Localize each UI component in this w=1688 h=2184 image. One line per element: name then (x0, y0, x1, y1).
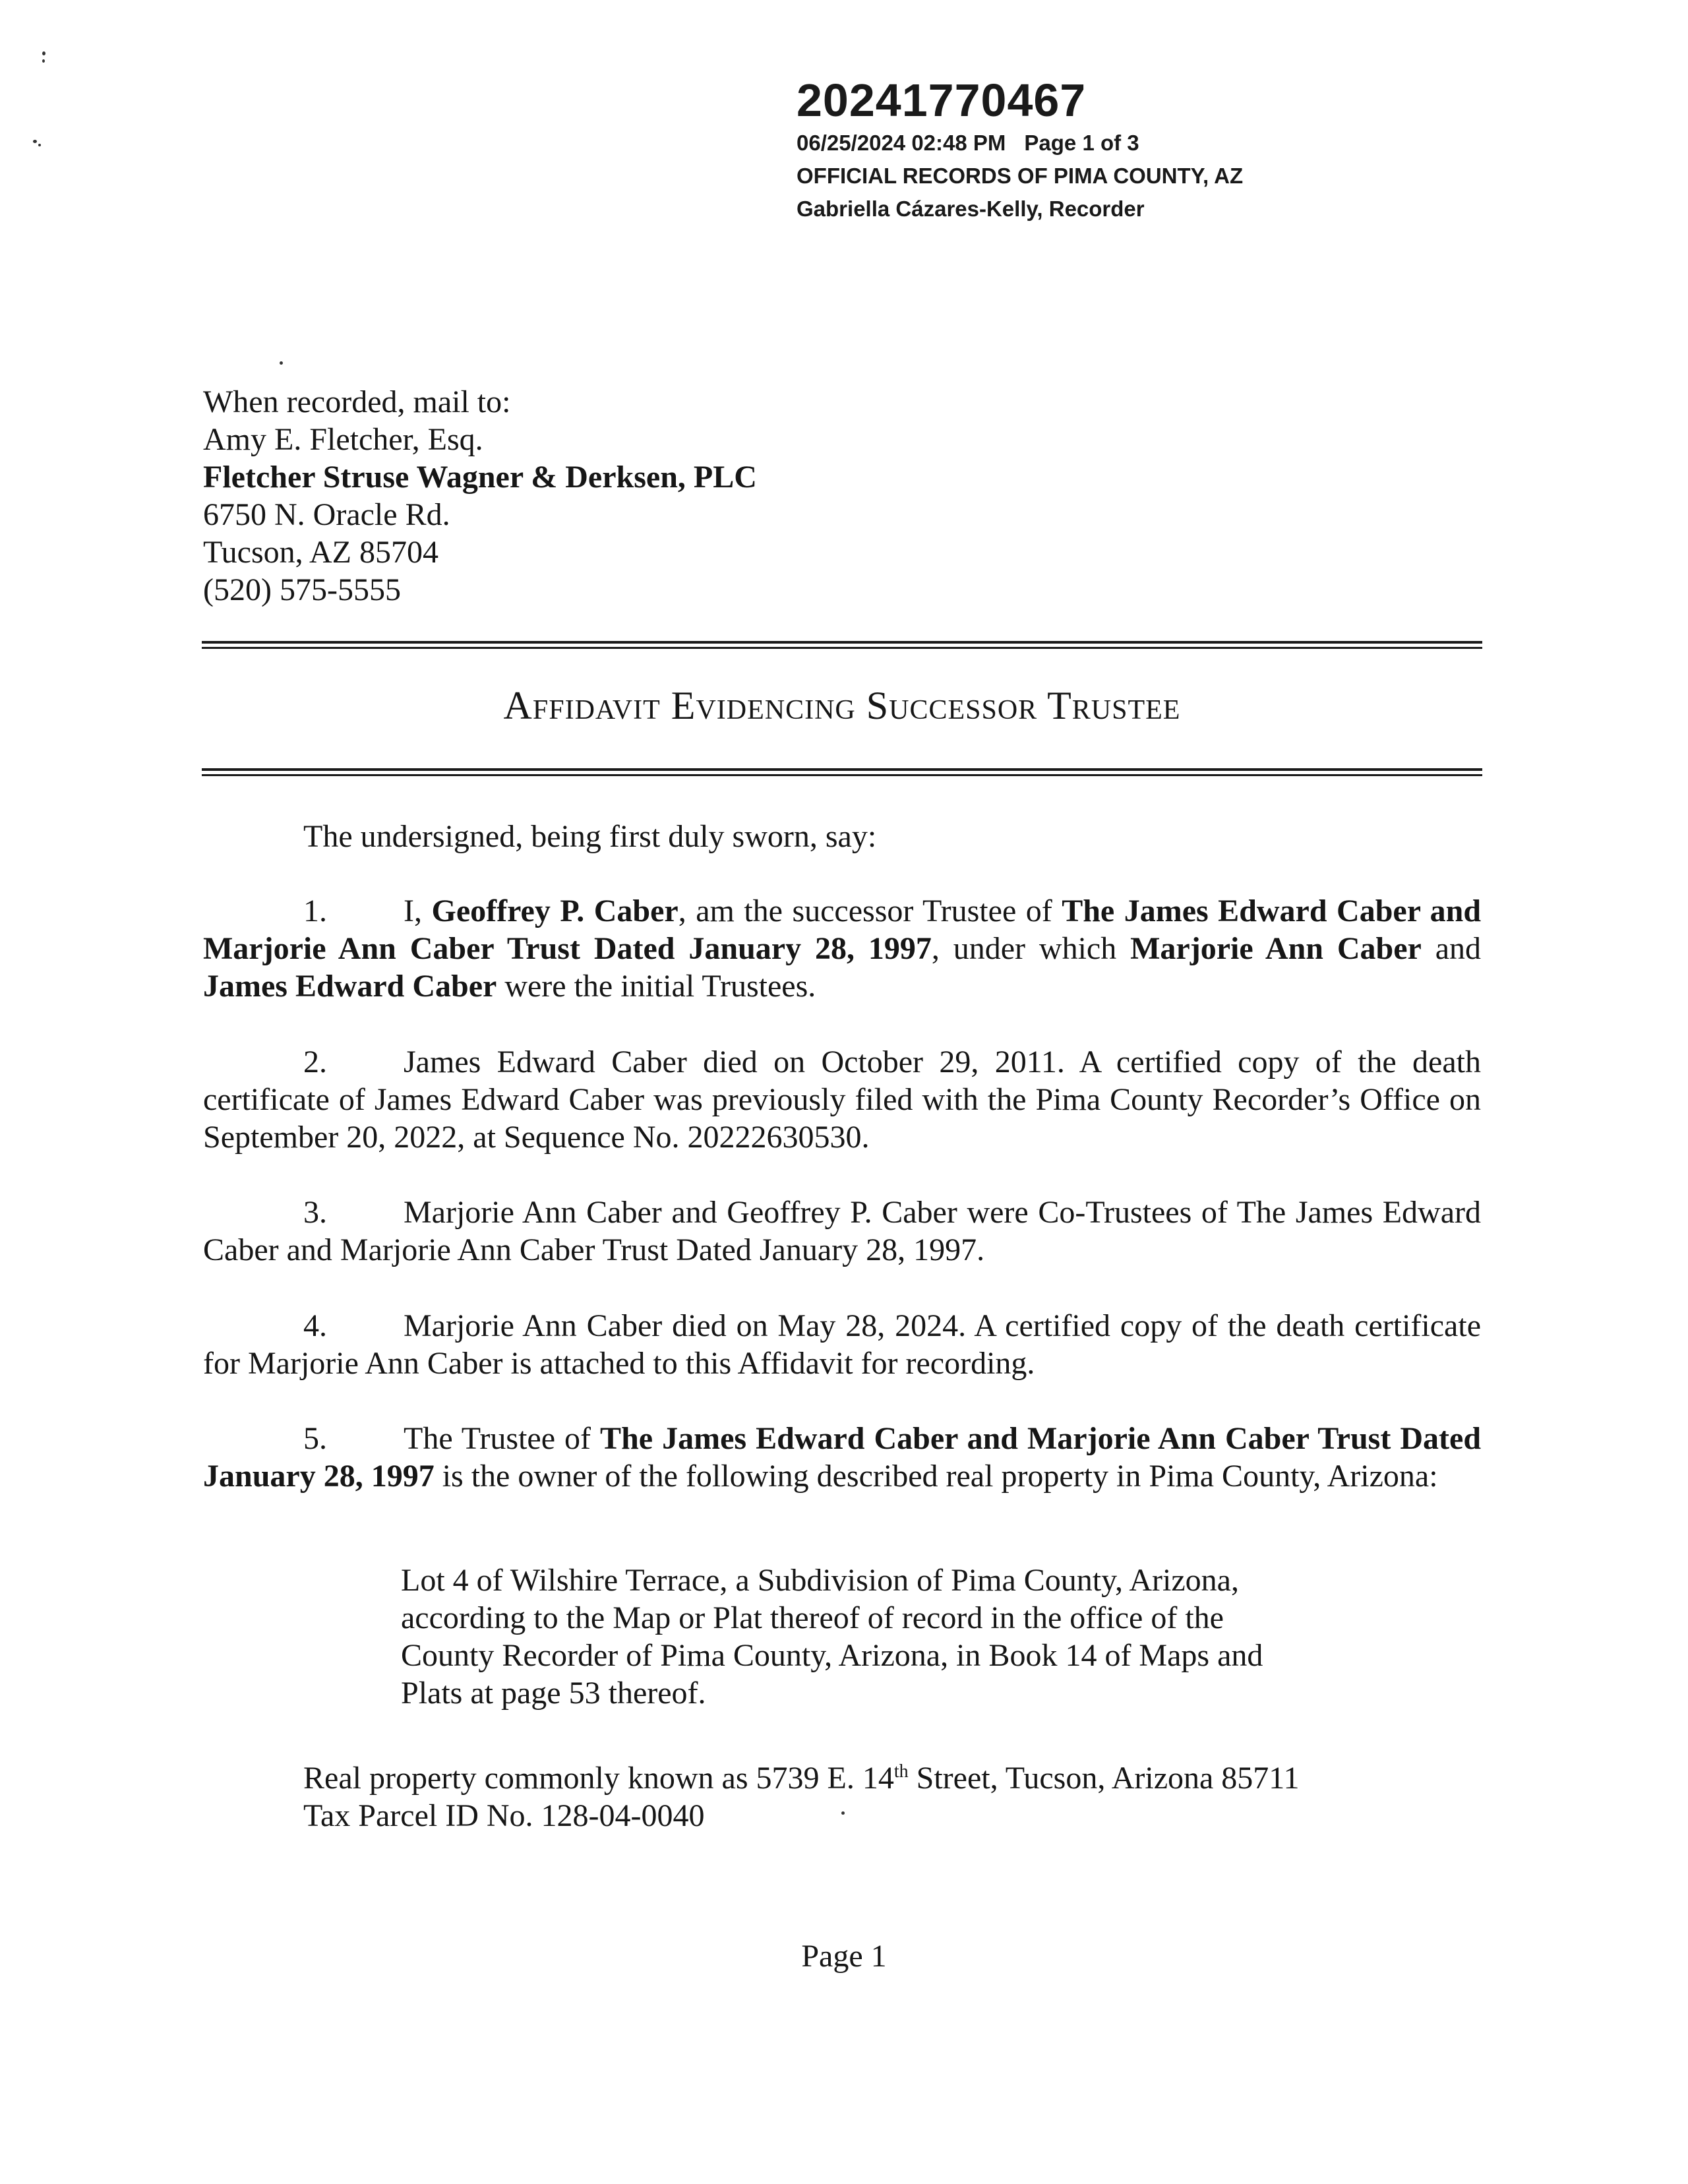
trust-name: The James Edward Caber and Marjorie Ann Caber Trust Dated January 28, 1997 (203, 894, 1482, 966)
mail-to-street: 6750 N. Oracle Rd. (203, 497, 450, 532)
legal-description-line: Plats at page 53 thereof. (401, 1676, 706, 1711)
title-rule-bottom (202, 768, 1482, 777)
tax-parcel-id: Tax Parcel ID No. 128-04-0040 (303, 1798, 705, 1833)
scan-speck (33, 140, 37, 143)
mail-to-firm: Fletcher Struse Wagner & Derksen, PLC (203, 460, 757, 495)
paragraph-5 (203, 1420, 1481, 1495)
paragraph-number: 4. (303, 1308, 327, 1343)
p3-text: Marjorie Ann Caber and Geoffrey P. Caber were Co-Trustees of The James Edward Caber and Marjorie Ann Caber Trust Dated January 28, 1997. (203, 1195, 1481, 1267)
initial-trustee-name: James Edward Caber (203, 969, 497, 1004)
title-rule-top (202, 641, 1482, 650)
legal-description-line: according to the Map or Plat thereof of record in the office of the (401, 1600, 1224, 1635)
scan-speck (42, 59, 45, 63)
legal-description-line: County Recorder of Pima County, Arizona, in Book 14 of Maps and (401, 1638, 1263, 1673)
scan-speck (38, 144, 41, 146)
paragraph-number: 1. (303, 894, 327, 928)
address-suffix: Street, Tucson, Arizona 85711 (908, 1761, 1300, 1796)
recorded-datetime: 06/25/2024 02:48 PM (797, 131, 1006, 155)
recorder-name: Gabriella Cázares-Kelly, Recorder (797, 197, 1145, 221)
paragraph-3 (203, 1194, 1481, 1269)
successor-trustee-name: Geoffrey P. Caber (431, 894, 678, 928)
p2-text: James Edward Caber died on October 29, 2011. A certified copy of the death certificate of James Edward Caber was previously filed with the Pima County Recorder’s Office on September 20, 2022, at Sequence No. 20222630530. (203, 1045, 1481, 1155)
paragraph-number: 3. (303, 1195, 327, 1230)
p1-text: , under which (931, 931, 1131, 966)
scan-speck (42, 51, 45, 55)
mail-to-city: Tucson, AZ 85704 (203, 535, 438, 570)
p5-text: is the owner of the following described real property in Pima County, Arizona: (434, 1459, 1438, 1494)
mail-to-phone: (520) 575-5555 (203, 572, 401, 607)
recorded-datetime-line (797, 127, 1243, 160)
paragraph-number: 5. (303, 1421, 327, 1456)
p1-text: I, (404, 894, 432, 928)
recorder-office: OFFICIAL RECORDS OF PIMA COUNTY, AZ (797, 164, 1244, 188)
paragraph-4 (203, 1307, 1481, 1382)
document-number: 20241770467 (797, 75, 1087, 126)
p1-text: and (1421, 931, 1482, 966)
trust-name: The James Edward Caber and Marjorie Ann Caber Trust Dated January 28, 1997 (203, 1421, 1482, 1494)
mail-to-name: Amy E. Fletcher, Esq. (203, 422, 483, 457)
p1-text: were the initial Trustees. (497, 969, 816, 1004)
recorder-stamp (797, 74, 1243, 226)
p1-text: , am the successor Trustee of (678, 894, 1062, 928)
legal-description-line: Lot 4 of Wilshire Terrace, a Subdivision of Pima County, Arizona, (401, 1563, 1239, 1598)
page-info: Page 1 of 3 (1024, 131, 1139, 155)
initial-trustee-name: Marjorie Ann Caber (1130, 931, 1422, 966)
address-prefix: Real property commonly known as 5739 E. 14 (303, 1761, 894, 1796)
mail-to-block (203, 383, 757, 609)
scan-speck (280, 361, 283, 365)
page-number-footer: Page 1 (801, 1939, 887, 1974)
p5-text: The Trustee of (404, 1421, 601, 1456)
intro-sentence: The undersigned, being first duly sworn, say: (303, 819, 877, 854)
paragraph-2 (203, 1043, 1481, 1156)
address-ordinal: th (893, 1761, 909, 1782)
property-info (303, 1759, 1300, 1835)
paragraph-1 (203, 892, 1481, 1005)
property-address (303, 1759, 1300, 1797)
paragraph-number: 2. (303, 1045, 327, 1079)
document-title: Affidavit Evidencing Successor Trustee (503, 684, 1181, 727)
mail-to-heading: When recorded, mail to: (203, 384, 511, 419)
p4-text: Marjorie Ann Caber died on May 28, 2024. A certified copy of the death certificate for Marjorie Ann Caber is attached to this Affidavit for recording. (203, 1308, 1481, 1381)
legal-description (401, 1562, 1263, 1712)
